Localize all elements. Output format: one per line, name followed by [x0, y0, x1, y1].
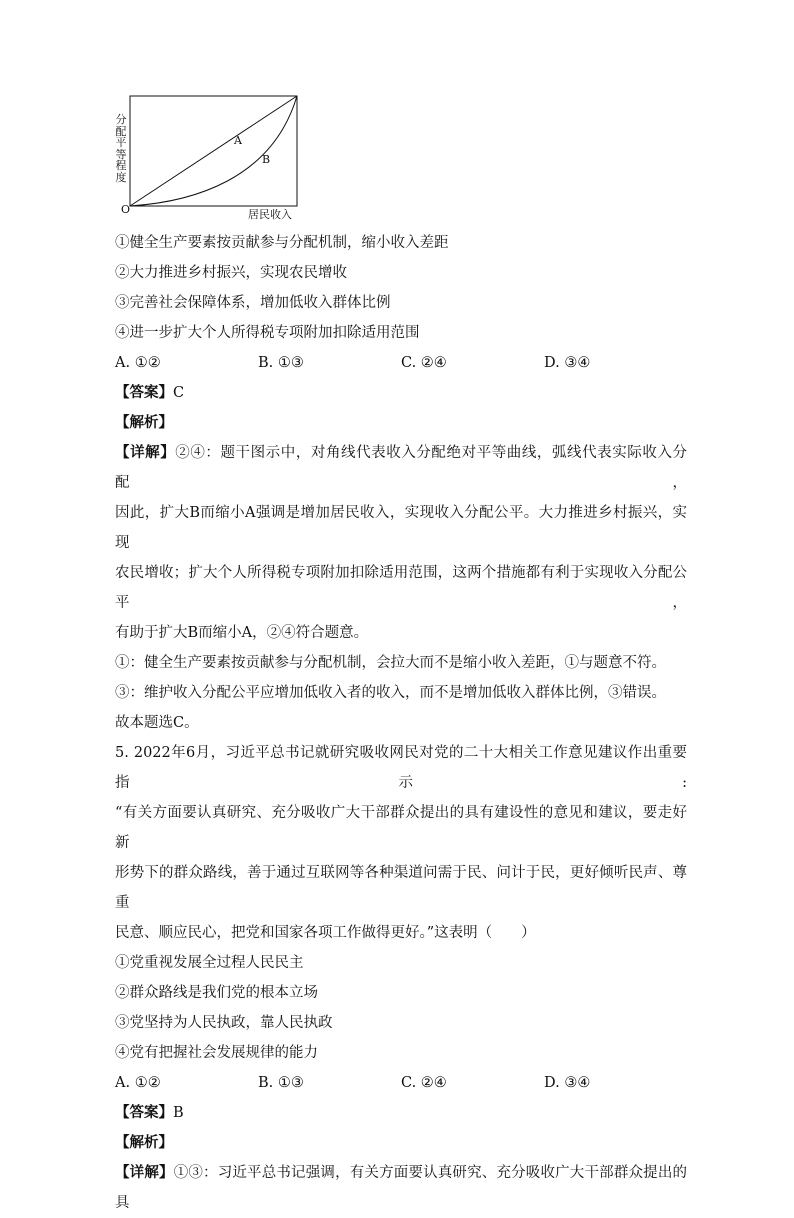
- detail-text: ②④：题干图示中，对角线代表收入分配绝对平等曲线，弧线代表实际收入分配，: [115, 445, 688, 491]
- q4-option-2: ②大力推进乡村振兴，实现农民增收: [115, 265, 347, 281]
- x-axis-label: 居民收入: [248, 208, 292, 221]
- answer-tag: 【答案】: [115, 384, 173, 401]
- area-b-label: B: [262, 153, 271, 166]
- q5-answer: [115, 1098, 687, 1128]
- q4-detail-line-4: 有助于扩大B而缩小A，②④符合题意。: [115, 625, 369, 641]
- area-a-label: A: [234, 134, 242, 147]
- q5-analysis: [115, 1128, 687, 1158]
- q5-option-3: ③党坚持为人民执政，靠人民执政: [115, 1015, 333, 1031]
- q5-choices: [115, 1068, 687, 1098]
- q5-stem-line-1: 5. 2022年6月，习近平总书记就研究吸收网民对党的二十大相关工作意见建议作出重要指示:: [115, 745, 687, 791]
- y-axis-label-char: 度: [115, 170, 127, 184]
- q4-analysis: [115, 408, 687, 438]
- q4-choice-c: C. ②④: [401, 355, 447, 371]
- analysis-tag: 【解析】: [115, 414, 173, 431]
- detail-tag: 【详解】: [115, 1164, 174, 1181]
- q5-stem-line-4: 民意、顺应民心，把党和国家各项工作做得更好。”这表明（ ）: [115, 925, 536, 941]
- detail-text: ①③：习近平总书记强调，有关方面要认真研究、充分吸收广大干部群众提出的具: [115, 1165, 688, 1211]
- q4-note-2: ③：维护收入分配公平应增加低收入者的收入，而不是增加低收入群体比例，③错误。: [115, 685, 666, 701]
- lorenz-chart: [112, 90, 312, 224]
- q4-detail-line-1: [115, 438, 687, 498]
- equality-diagonal: [130, 96, 297, 206]
- q4-detail-line-2: 因此，扩大B而缩小A强调是增加居民收入，实现收入分配公平。大力推进乡村振兴，实现: [115, 505, 687, 551]
- q5-choice-b: B. ①③: [258, 1075, 304, 1091]
- q4-note-1: ①：健全生产要素按贡献参与分配机制，会拉大而不是缩小收入差距，①与题意不符。: [115, 655, 666, 671]
- q5-stem-line-3: 形势下的群众路线，善于通过互联网等各种渠道问需于民、问计于民，更好倾听民声、尊重: [115, 865, 687, 911]
- q4-option-4: ④进一步扩大个人所得税专项附加扣除适用范围: [115, 325, 420, 341]
- q4-conclusion: 故本题选C。: [115, 715, 199, 731]
- lorenz-figure: [112, 90, 312, 224]
- y-axis-label-char: 等: [115, 147, 127, 161]
- y-axis-label-char: 平: [115, 136, 127, 149]
- answer-value: B: [173, 1105, 184, 1121]
- y-axis-label-char: 配: [115, 124, 127, 138]
- q4-choice-b: B. ①③: [258, 355, 304, 371]
- analysis-tag: 【解析】: [115, 1134, 173, 1151]
- document-body: [115, 228, 687, 1218]
- q5-choice-c: C. ②④: [401, 1075, 447, 1091]
- q4-option-3: ③完善社会保障体系，增加低收入群体比例: [115, 295, 391, 311]
- q5-option-1: ①党重视发展全过程人民民主: [115, 955, 304, 971]
- q5-choice-a: A. ①②: [115, 1075, 161, 1091]
- q5-detail-line-1: [115, 1158, 687, 1218]
- q5-stem-line-2: “有关方面要认真研究、充分吸收广大干部群众提出的具有建设性的意见和建议，要走好新: [115, 805, 687, 851]
- q4-choice-a: A. ①②: [115, 355, 161, 371]
- q4-answer: [115, 378, 687, 408]
- q4-choice-d: D. ③④: [544, 355, 591, 371]
- q4-detail-line-3: 农民增收；扩大个人所得税专项附加扣除适用范围，这两个措施都有利于实现收入分配公平，: [115, 565, 687, 611]
- q5-option-2: ②群众路线是我们党的根本立场: [115, 985, 318, 1001]
- detail-tag: 【详解】: [115, 444, 176, 461]
- origin-label: O: [121, 203, 131, 216]
- answer-value: C: [173, 385, 185, 401]
- q4-option-1: ①健全生产要素按贡献参与分配机制，缩小收入差距: [115, 235, 449, 251]
- q5-option-4: ④党有把握社会发展规律的能力: [115, 1045, 318, 1061]
- q4-choices: [115, 348, 687, 378]
- y-axis-label-char: 分: [115, 113, 127, 126]
- y-axis-label-char: 程: [115, 159, 127, 172]
- q5-choice-d: D. ③④: [544, 1075, 591, 1091]
- answer-tag: 【答案】: [115, 1104, 173, 1121]
- y-axis-label: [114, 114, 128, 183]
